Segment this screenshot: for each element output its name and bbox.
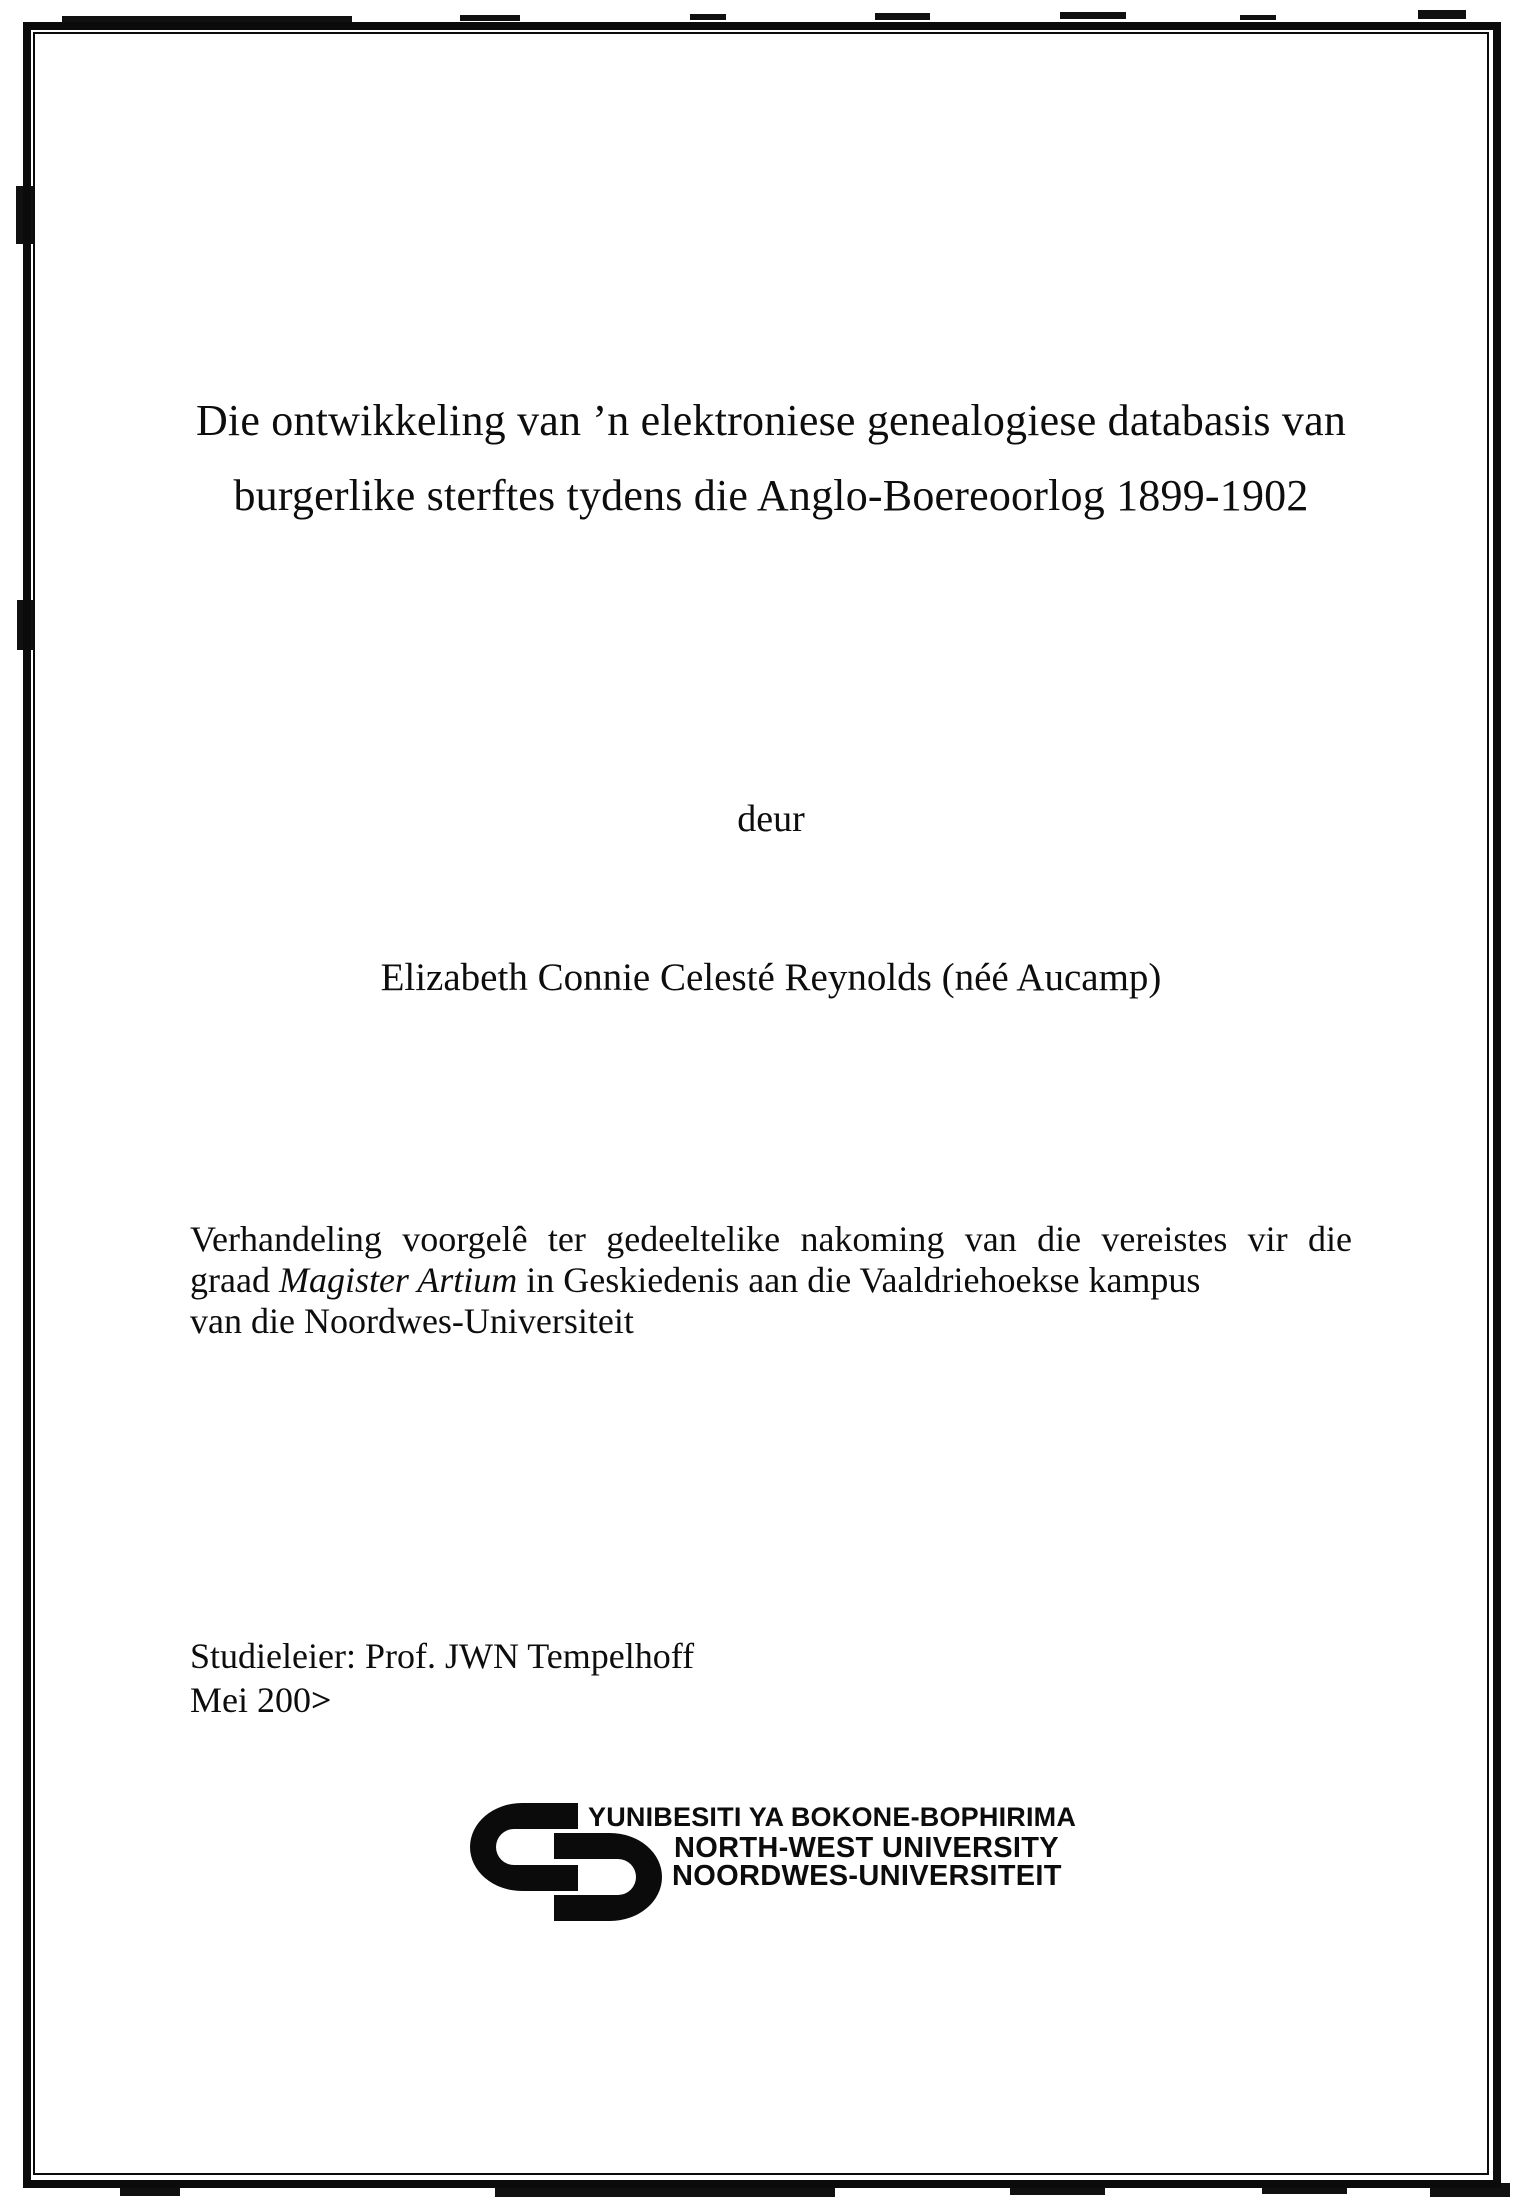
scan-smudge: [1418, 10, 1466, 19]
title-line-2: burgerlike sterftes tydens die Anglo-Boereoorlog 1899-1902: [233, 471, 1309, 520]
submission-line-2-suffix: in Geskiedenis aan die Vaaldriehoekse kampus: [517, 1260, 1201, 1300]
submission-line-1: Verhandeling voorgelê ter gedeeltelike nakoming van die vereistes vir die: [190, 1219, 1352, 1259]
submission-line-3: van die Noordwes-Universiteit: [190, 1301, 634, 1341]
scan-smudge: [1060, 12, 1126, 19]
date-line: [190, 1678, 694, 1722]
supervisor-block: [190, 1634, 694, 1722]
logo-text-english: NORTH-WEST UNIVERSITY: [674, 1832, 1059, 1864]
supervisor-line: Studieleier: Prof. JWN Tempelhoff: [190, 1636, 695, 1676]
scan-smudge: [690, 14, 726, 20]
date-text: Mei 200: [190, 1680, 311, 1720]
scan-smudge: [120, 2188, 180, 2196]
submission-statement: [190, 1219, 1352, 1342]
title-line-1: Die ontwikkeling van ’n elektroniese genealogiese databasis van: [195, 396, 1347, 445]
scan-smudge: [460, 15, 520, 21]
author-name: Elizabeth Connie Celesté Reynolds (néé Aucamp): [380, 956, 1162, 999]
scan-smudge: [1240, 15, 1276, 20]
logo-text-setswana: YUNIBESITI YA BOKONE-BOPHIRIMA: [588, 1802, 1077, 1832]
submission-line-2-prefix: graad: [190, 1260, 279, 1300]
submission-line-2: [190, 1260, 1352, 1301]
date-last-digit-glyph: >: [311, 1681, 332, 1719]
scan-smudge: [875, 13, 930, 20]
byline: deur: [737, 798, 805, 840]
degree-name-italic: Magister Artium: [278, 1260, 518, 1300]
logo-text-afrikaans: NOORDWES-UNIVERSITEIT: [672, 1860, 1062, 1892]
